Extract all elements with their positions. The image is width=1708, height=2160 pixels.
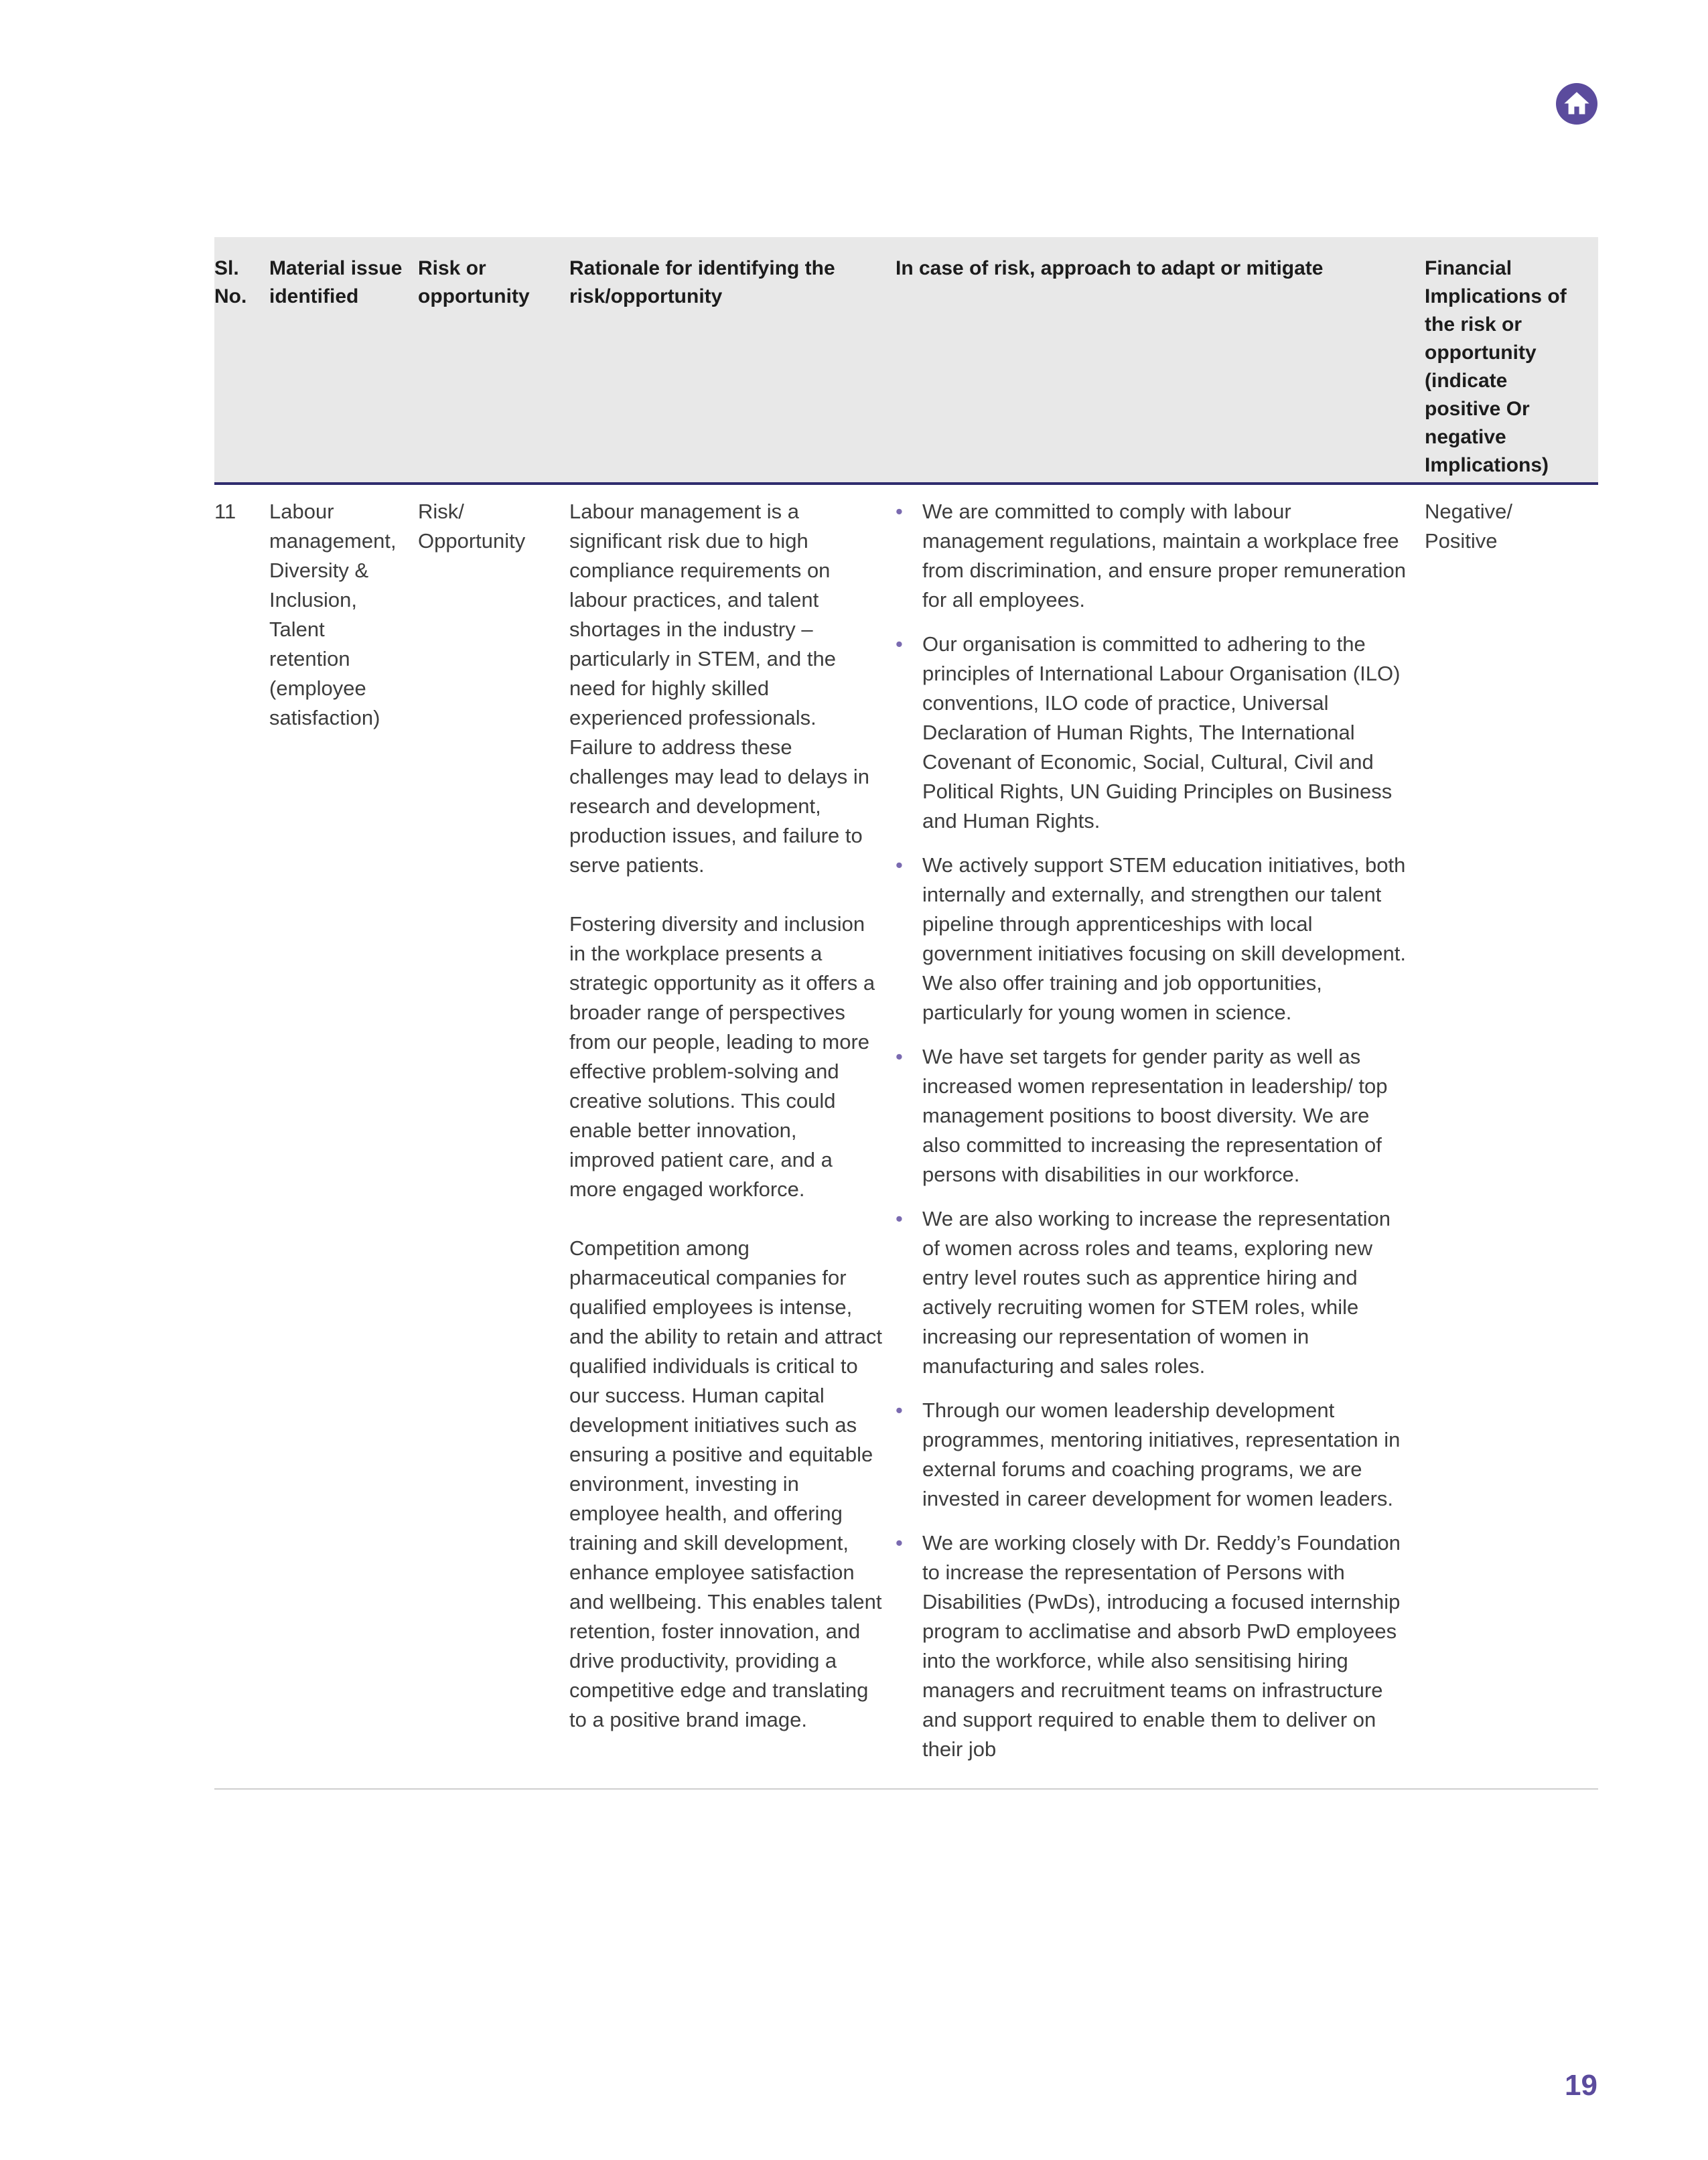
approach-bullet bbox=[896, 1396, 1411, 1514]
approach-bullet bbox=[896, 851, 1411, 1027]
column-header-material-issue: Material issue identified bbox=[269, 257, 403, 307]
column-header-rationale: Rationale for identifying the risk/opportunity bbox=[569, 257, 835, 307]
bullet-icon: • bbox=[896, 500, 903, 523]
table-row bbox=[214, 485, 1598, 1790]
approach-bullet bbox=[896, 630, 1411, 836]
rationale-paragraph: Fostering diversity and inclusion in the workplace presents a strategic opportunity as it offers a broader range of perspectives from our people, leading to more effective problem-solving and creative solutions. This could enable better innovation, improved patient care, and a more engaged workforce. bbox=[569, 912, 875, 1201]
approach-bullet-text: We have set targets for gender parity as well as increased women representation in leadership/ top management positions to boost diversity. We are also committed to increasing the representation of persons with disabilities in our workforce. bbox=[922, 1045, 1388, 1186]
approach-bullet bbox=[896, 1042, 1411, 1190]
rationale-paragraph: Competition among pharmaceutical companies for qualified employees is intense, and the ability to retain and attract qualified individuals is critical to our success. Human capital development initiatives such as ensuring a positive and equitable environment, investing in employee health, and offering training and skill development, enhance employee satisfaction and wellbeing. This enables talent retention, foster innovation, and drive productivity, providing a competitive edge and translating to a positive brand image. bbox=[569, 1236, 883, 1731]
column-header-financial-implications: Financial Implications of the risk or opportunity (indicate positive Or negative Implications) bbox=[1425, 257, 1567, 476]
approach-bullet bbox=[896, 1528, 1411, 1764]
cell-risk-or-opportunity: Risk/ Opportunity bbox=[418, 500, 526, 553]
bullet-icon: • bbox=[896, 1398, 903, 1422]
materiality-table bbox=[214, 237, 1598, 1790]
rationale-paragraph: Labour management is a significant risk due to high compliance requirements on labour practices, and talent shortages in the industry – particularly in STEM, and the need for highly skilled experienced professionals. Failure to address these challenges may lead to delays in research and development, production issues, and failure to serve patients. bbox=[569, 500, 870, 877]
cell-material-issue: Labour management, Diversity & Inclusion, Talent retention (employee satisfaction) bbox=[269, 500, 397, 729]
page-number: 19 bbox=[1565, 2069, 1597, 2102]
bullet-icon: • bbox=[896, 1531, 903, 1555]
bullet-icon: • bbox=[896, 1207, 903, 1230]
cell-approach bbox=[896, 497, 1425, 1764]
approach-bullet bbox=[896, 497, 1411, 615]
home-button[interactable] bbox=[1556, 83, 1597, 125]
bullet-icon: • bbox=[896, 853, 903, 877]
cell-sl-no: 11 bbox=[214, 500, 236, 523]
table-header-row bbox=[214, 237, 1598, 485]
approach-bullet-text: We are working closely with Dr. Reddy’s Foundation to increase the representation of Persons with Disabilities (PwDs), introducing a focused internship program to acclimatise and absorb PwD employees into the workforce, while also sensitising hiring managers and recruitment teams on infrastructure and support required to enable them to deliver on their job bbox=[922, 1531, 1401, 1761]
column-header-approach: In case of risk, approach to adapt or mitigate bbox=[896, 257, 1324, 279]
cell-financial-implications: Negative/ Positive bbox=[1425, 500, 1512, 553]
approach-bullet-text: We actively support STEM education initiatives, both internally and externally, and strengthen our talent pipeline through apprenticeships with local government initiatives focusing on skill development. We also offer training and job opportunities, particularly for young women in science. bbox=[922, 853, 1406, 1024]
approach-bullet-text: Through our women leadership development programmes, mentoring initiatives, representation in external forums and coaching programs, we are invested in career development for women leaders. bbox=[922, 1398, 1401, 1510]
column-header-sl-no: Sl. No. bbox=[214, 257, 247, 307]
approach-bullet-text: We are also working to increase the representation of women across roles and teams, exploring new entry level routes such as apprentice hiring and actively recruiting women for STEM roles, while increasing our representation of women in manufacturing and sales roles. bbox=[922, 1207, 1391, 1378]
bullet-icon: • bbox=[896, 1045, 903, 1068]
approach-bullet bbox=[896, 1204, 1411, 1381]
home-icon bbox=[1556, 83, 1597, 125]
approach-bullet-text: Our organisation is committed to adhering to the principles of International Labour Organisation (ILO) conventions, ILO code of practice, Universal Declaration of Human Rights, The International Covenant of Economic, Social, Cultural, Civil and Political Rights, UN Guiding Principles on Business and Human Rights. bbox=[922, 632, 1401, 833]
cell-rationale bbox=[569, 497, 896, 1764]
approach-bullet-text: We are committed to comply with labour management regulations, maintain a workplace free from discrimination, and ensure proper remuneration for all employees. bbox=[922, 500, 1406, 611]
column-header-risk-or-opportunity: Risk or opportunity bbox=[418, 257, 530, 307]
bullet-icon: • bbox=[896, 632, 903, 656]
